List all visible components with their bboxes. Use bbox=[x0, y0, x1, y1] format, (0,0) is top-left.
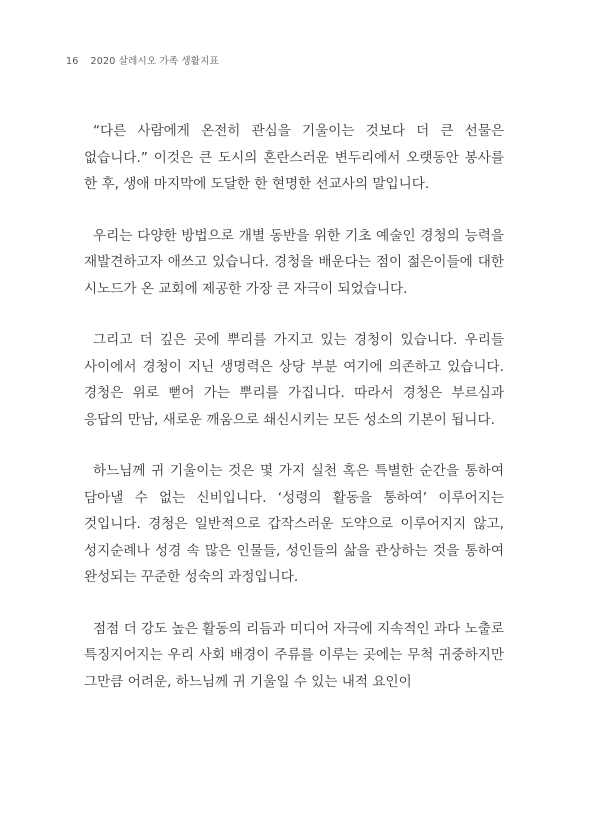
paragraph: 하느님께 귀 기울이는 것은 몇 가지 실천 혹은 특별한 순간을 통하여 담아낼 수 없는 신비입니다. ‘성령의 활동을 통하여’ 이루어지는 것입니다. 경청은 일반적으로 갑작스러운 도약으로 이루어지지 않고, 성지순례나 성경 속 많은 인물들, 성인들의 삶을 관상하는 것을 통하여 완성되는 꾸준한 성숙의 과정입니다. bbox=[84, 463, 504, 585]
body-text bbox=[84, 118, 504, 720]
paragraph: “다른 사람에게 온전히 관심을 기울이는 것보다 더 큰 선물은 없습니다.” 이것은 큰 도시의 혼란스러운 변두리에서 오랫동안 봉사를 한 후, 생애 마지막에 도달한 한 현명한 선교사의 말입니다. bbox=[84, 123, 504, 192]
paragraph: 우리는 다양한 방법으로 개별 동반을 위한 기초 예술인 경청의 능력을 재발견하고자 애쓰고 있습니다. 경청을 배운다는 점이 젊은이들에 대한 시노드가 온 교회에 제공한 가장 큰 자극이 되었습니다. bbox=[84, 227, 504, 297]
running-title: 2020 살레시오 가족 생활지표 bbox=[90, 56, 219, 67]
paragraph: 점점 더 강도 높은 활동의 리듬과 미디어 자극에 지속적인 과다 노출로 특징지어지는 우리 사회 배경이 주류를 이루는 곳에는 무척 귀중하지만 그만큼 어려운, 하느님께 귀 기울일 수 있는 내적 요인이 bbox=[84, 620, 504, 690]
page-number: 16 bbox=[66, 56, 79, 67]
running-header bbox=[66, 53, 219, 67]
paragraph: 그리고 더 깊은 곳에 뿌리를 가지고 있는 경청이 있습니다. 우리들 사이에서 경청이 지닌 생명력은 상당 부분 여기에 의존하고 있습니다. 경청은 위로 뻗어 가는 뿌리를 가집니다. 따라서 경청은 부르심과 응답의 만남, 새로운 깨움으로 쇄신시키는 모든 성소의 기본이 됩니다. bbox=[84, 332, 504, 428]
